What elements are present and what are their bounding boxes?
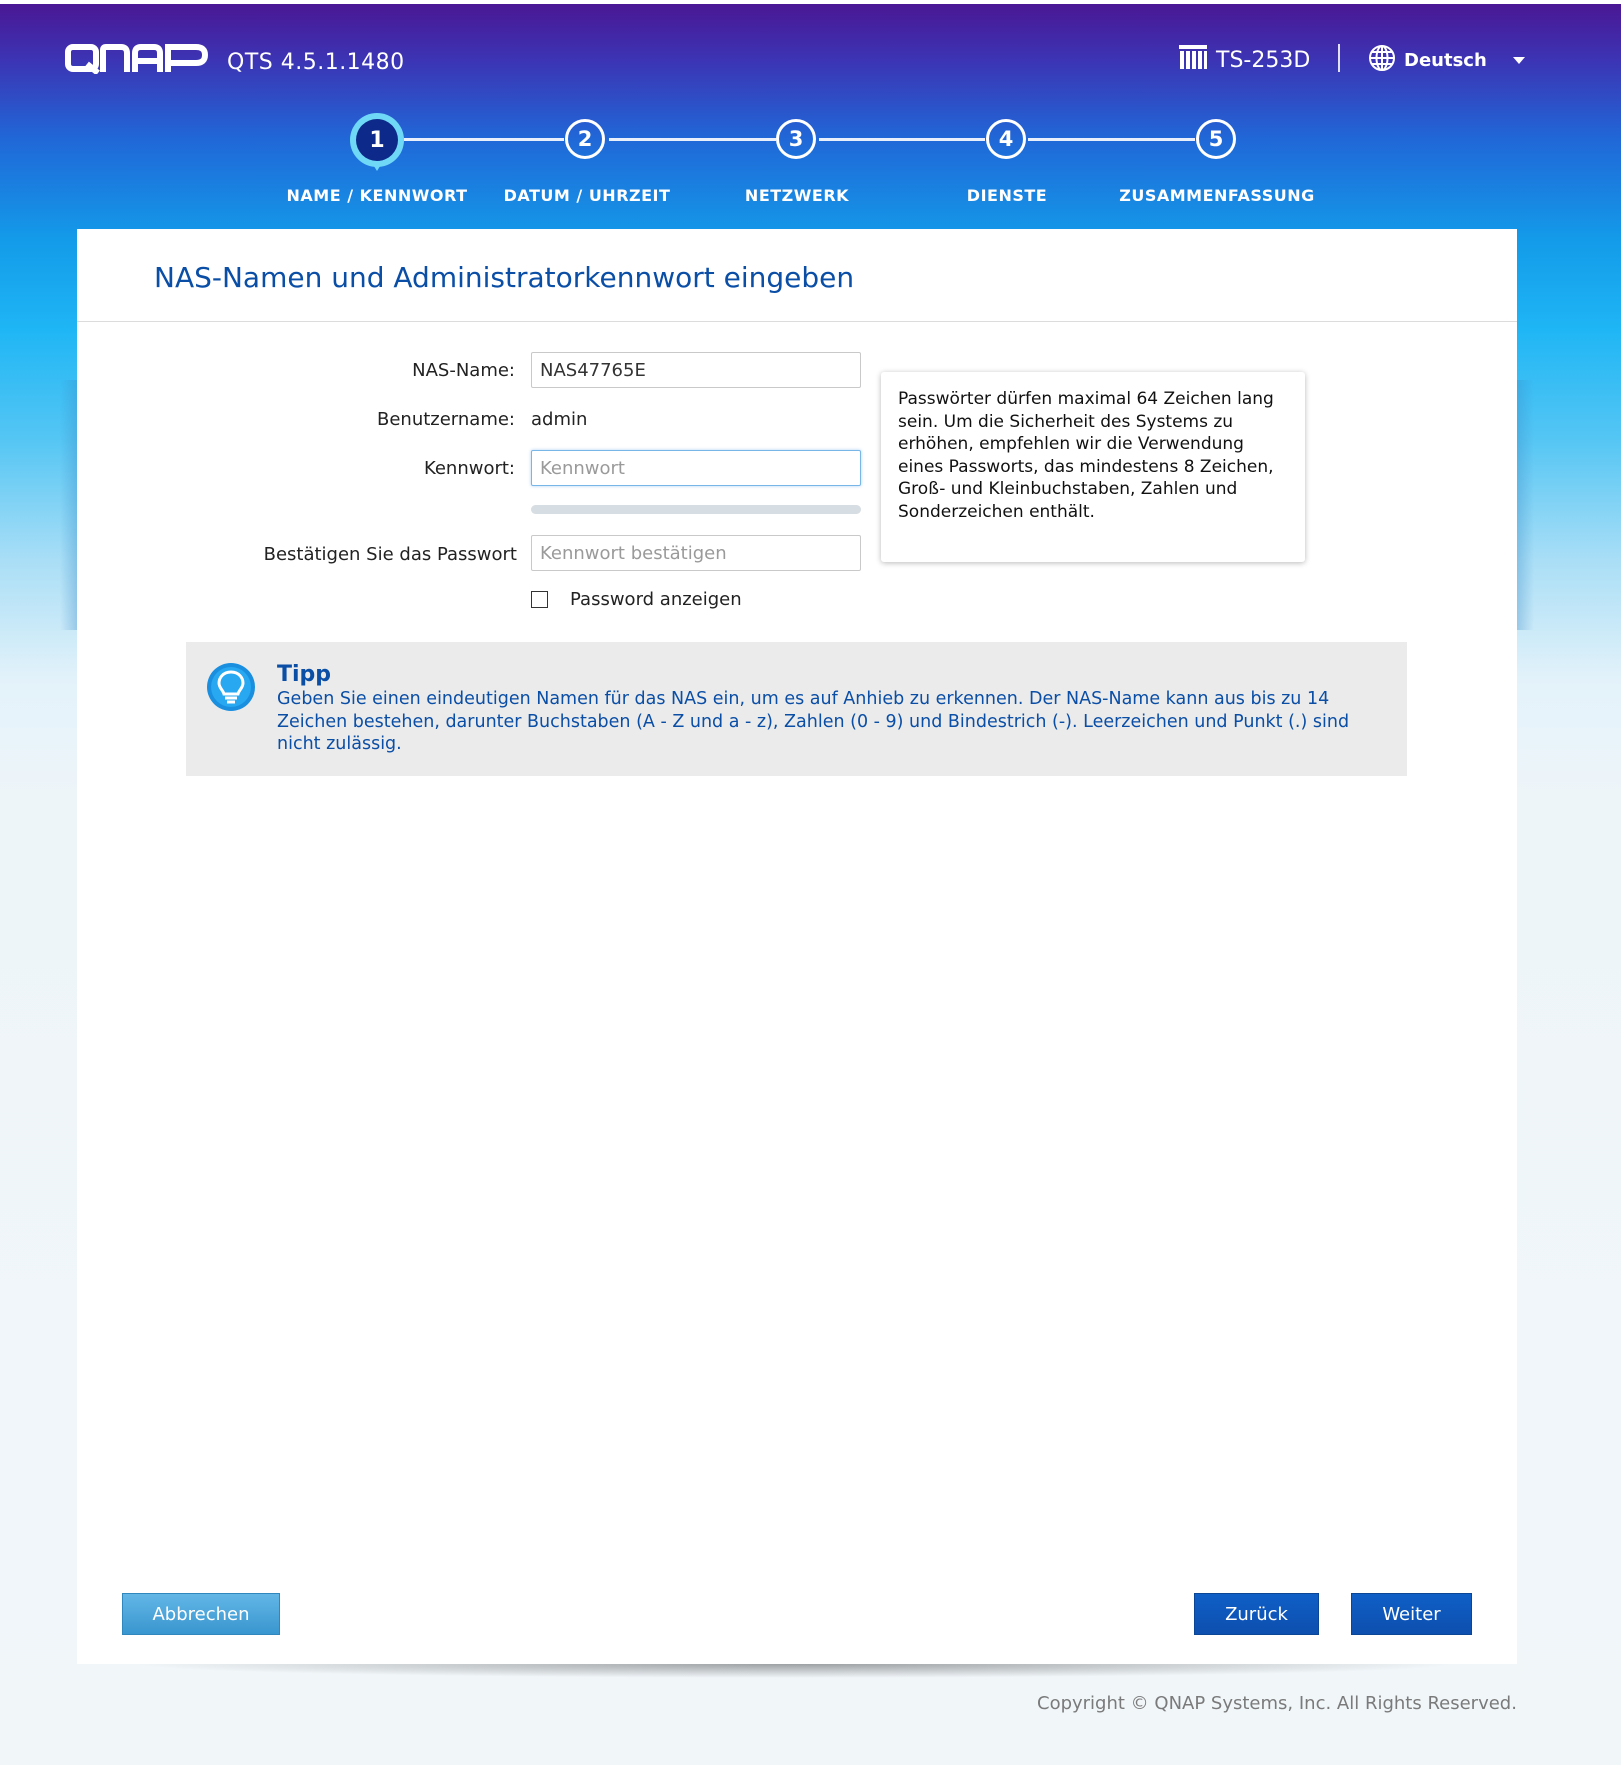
- step-number: 1: [356, 119, 398, 161]
- server-icon: [1178, 44, 1208, 76]
- step-connector: [819, 138, 985, 141]
- tip-title: Tipp: [277, 662, 332, 687]
- show-password-label[interactable]: Password anzeigen: [570, 589, 742, 610]
- panel-shadow: [130, 1664, 1460, 1678]
- model-indicator: [1178, 44, 1310, 76]
- panel-fold-left: [60, 380, 77, 630]
- password-hint-tooltip: [881, 372, 1305, 562]
- copyright: Copyright © QNAP Systems, Inc. All Rights Reserved.: [1037, 1693, 1517, 1714]
- password-input[interactable]: [531, 450, 861, 486]
- step-3[interactable]: 3: [776, 119, 816, 159]
- step-connector: [404, 138, 564, 141]
- step-label-services: DIENSTE: [966, 186, 1048, 205]
- nas-name-input[interactable]: [531, 352, 861, 388]
- step-5[interactable]: 5: [1196, 119, 1236, 159]
- back-button[interactable]: Zurück: [1194, 1593, 1319, 1635]
- nas-name-label: NAS-Name:: [412, 360, 515, 381]
- language-selector[interactable]: [1368, 44, 1525, 77]
- qnap-logo: [65, 44, 209, 74]
- tooltip-text: Passwörter dürfen maximal 64 Zeichen lang sein. Um die Sicherheit des Systems zu erhöhen, empfehlen wir die Verwendung eines Passworts, das mindestens 8 Zeichen, Groß- und Kleinbuchstaben, Zahlen und Sonderzeichen enthält.: [898, 389, 1274, 522]
- tip-box: [186, 642, 1407, 776]
- step-connector: [1028, 138, 1195, 141]
- header-separator: [1338, 44, 1340, 72]
- chevron-down-icon: [1513, 57, 1525, 64]
- setup-panel: [77, 229, 1517, 1664]
- globe-icon: [1368, 44, 1396, 77]
- language-label: Deutsch: [1404, 50, 1487, 71]
- password-strength-bar: [531, 505, 861, 514]
- step-label-name-password: NAME / KENNWORT: [286, 186, 468, 205]
- confirm-password-input[interactable]: [531, 535, 861, 571]
- model-name: TS-253D: [1216, 47, 1311, 73]
- page-title: NAS-Namen und Administratorkennwort eingeben: [154, 261, 855, 294]
- step-connector: [609, 138, 776, 141]
- password-label: Kennwort:: [423, 458, 515, 479]
- top-strip: [0, 0, 1621, 4]
- username-value: admin: [531, 409, 588, 430]
- step-1[interactable]: [350, 113, 404, 177]
- lightbulb-icon: [206, 662, 256, 716]
- next-button[interactable]: Weiter: [1351, 1593, 1472, 1635]
- panel-fold-right: [1517, 380, 1534, 630]
- cancel-button[interactable]: Abbrechen: [122, 1593, 280, 1635]
- title-divider: [77, 321, 1517, 322]
- confirm-password-label: Bestätigen Sie das Passwort: [263, 544, 517, 565]
- step-2[interactable]: 2: [565, 119, 605, 159]
- tip-text: Geben Sie einen eindeutigen Namen für das NAS ein, um es auf Anhieb zu erkennen. Der NAS-Name kann aus bis zu 14 Zeichen bestehen, darunter Buchstaben (A - Z und a - z), Zahlen (0 - 9) und Bindestrich (-). Leerzeichen und Punkt (.) sind nicht zulässig.: [277, 689, 1350, 755]
- firmware-version: QTS 4.5.1.1480: [227, 50, 405, 75]
- username-label: Benutzername:: [376, 409, 515, 430]
- step-label-network: NETZWERK: [744, 186, 850, 205]
- step-label-summary: ZUSAMMENFASSUNG: [1119, 186, 1315, 205]
- show-password-checkbox[interactable]: [531, 591, 548, 608]
- step-4[interactable]: 4: [986, 119, 1026, 159]
- step-label-date-time: DATUM / UHRZEIT: [503, 186, 671, 205]
